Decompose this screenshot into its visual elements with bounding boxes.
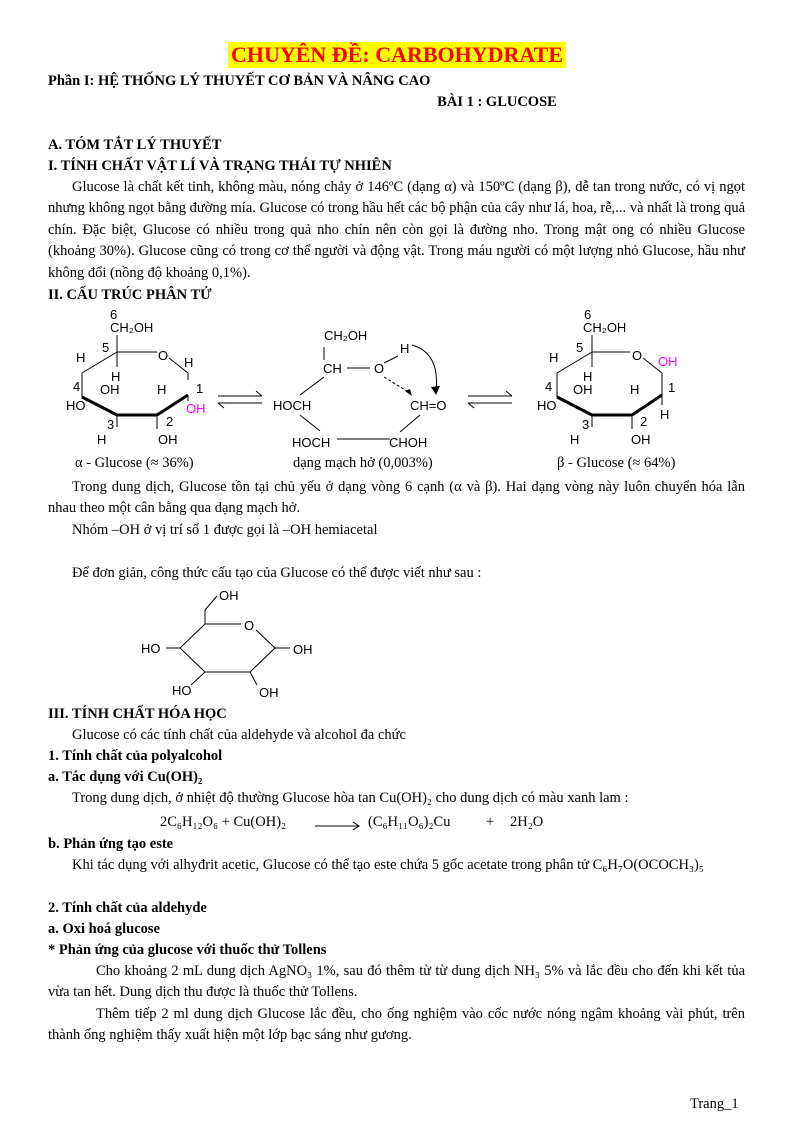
tollens-prep-paragraph: Cho khoảng 2 mL dung dịch AgNO₃ 1%, sau đó thêm từ từ dung dịch NH₃ 5% và lắc đều cho đến khi kết tủa vừa tan hết. Dung dịch thu được là thuốc thử Tollens. [48,963,745,1001]
alpha-num5: 5 [102,340,110,355]
beta-h-left: H [549,350,559,365]
simple-ho-bottom: HO [172,683,192,698]
section-i-heading: I. TÍNH CHẤT VẬT LÍ VÀ TRẠNG THÁI TỰ NHIÊN [48,158,392,174]
open-cho: CH=O [410,398,447,413]
alpha-ring-o: O [158,348,169,363]
caption-beta: β - Glucose (≈ 64%) [557,455,676,471]
ester-heading: b. Phản ứng tạo este [48,836,174,852]
alpha-oh2: OH [158,432,178,447]
page-number: Trang_1 [690,1096,739,1112]
copper-hydroxide-paragraph: Trong dung dịch, ở nhiệt độ thường Glucose hòa tan Cu(OH)₂ cho dung dịch có màu xanh lam : [72,790,629,806]
beta-oh3: OH [573,382,593,397]
beta-h3: H [570,432,580,447]
alpha-oh3: OH [100,382,120,397]
equilibrium-arrow-right [468,391,512,408]
simple-ring-o: O [244,618,255,633]
beta-num3: 3 [582,417,590,432]
document-title: CHUYÊN ĐỀ: CARBOHYDRATE [228,42,566,68]
simple-oh-bottom: OH [259,685,279,698]
polyalcohol-heading: 1. Tính chất của polyalcohol [48,748,223,764]
alpha-glucose-structure [66,307,206,447]
beta-num5: 5 [576,340,584,355]
alpha-h5: H [111,369,121,384]
simple-ho-left: HO [141,641,161,656]
beta-ho4: HO [537,398,557,413]
reaction-arrow [313,820,363,832]
beta-num6: 6 [584,307,592,322]
alpha-ho4: HO [66,398,86,413]
copper-hydroxide-heading: a. Tác dụng với Cu(OH)₂ [48,769,203,785]
solution-paragraph: Trong dung dịch, Glucose tồn tại chủ yếu ở dạng vòng 6 cạnh (α và β). Hai dạng vòng này luôn chuyển hóa lẫn nhau theo một cân bằng qua dạng mạch hở. [48,479,745,517]
open-choh: CHOH [389,435,428,450]
open-chain-structure [273,328,446,450]
caption-open: dạng mạch hở (0,003%) [293,455,433,471]
beta-ring-o: O [632,348,643,363]
alpha-num2: 2 [166,414,174,429]
open-ch: CH [323,361,342,376]
ester-paragraph: Khi tác dụng với alhyđrit acetic, Glucose có thể tạo este chứa 5 gốc acetate trong phân tử C₆H₇O(OCOCH₃)₅ [72,857,704,873]
alpha-num1: 1 [196,381,204,396]
section-a-heading: A. TÓM TẮT LÝ THUYẾT [48,137,222,153]
simple-oh-top: OH [219,588,239,603]
equation-left: 2C₆H₁₂O₆ + Cu(OH)₂ [160,814,287,830]
alpha-num6: 6 [110,307,118,322]
alpha-num3: 3 [107,417,115,432]
section-ii-heading: II. CẤU TRÚC PHÂN TỬ [48,287,212,303]
aldehyde-heading: 2. Tính chất của aldehyde [48,900,207,916]
alpha-h2: H [157,382,167,397]
oxidation-heading: a. Oxi hoá glucose [48,921,160,937]
open-h: H [400,341,410,356]
tollens-heading: * Phản ứng của glucose với thuốc thử Tollens [48,942,327,958]
chemical-properties-intro: Glucose có các tính chất của aldehyde và alcohol đa chức [72,727,406,743]
equation-plus: + [486,814,495,830]
beta-h5: H [583,369,593,384]
simplified-formula-paragraph: Để đơn giản, công thức cấu tạo của Glucose có thể được viết như sau : [72,565,482,581]
physical-properties-paragraph: Glucose là chất kết tinh, không màu, nóng chảy ở 146ºC (dạng α) và 150ºC (dạng β), dễ tan trong nước, có vị ngọt nhưng không ngọt bằng đường mía. Glucose có trong hầu hết các bộ phận của cây như lá, hoa, rễ,... và nhất là trong quả chín. Đặc biệt, Glucose có nhiều trong quả nho chín nên còn gọi là đường nho. Trong mật ong có nhiều Glucose (khoảng 30%). Glucose cũng có trong cơ thể người và động vật. Trong máu người có một lượng nhỏ Glucose, hầu như không đổi (nồng độ khoảng 0,1%). [48,179,745,281]
equation-water: 2H₂O [510,814,544,830]
equation-product: (C₆H₁₁O₆)₂Cu [368,814,451,830]
part-heading: Phần I: HỆ THỐNG LÝ THUYẾT CƠ BẢN VÀ NÂNG CAO [48,73,431,89]
open-hoch-bottom: HOCH [292,435,331,450]
beta-oh2: OH [631,432,651,447]
open-o: O [374,361,385,376]
tollens-test-paragraph: Thêm tiếp 2 ml dung dịch Glucose lắc đều, cho ống nghiệm vào cốc nước nóng ngâm khoảng vài phút, trên thành ống nghiệm thấy xuất hiện một lớp bạc sáng như gương. [48,1006,745,1044]
glucose-structures-diagram [0,305,794,455]
lesson-heading: BÀI 1 : GLUCOSE [437,94,557,110]
beta-num2: 2 [640,414,648,429]
beta-ch2oh: CH₂OH [583,320,627,335]
alpha-h3: H [97,432,107,447]
beta-num4: 4 [545,379,553,394]
open-ch2oh: CH₂OH [324,328,368,343]
beta-glucose-structure [537,307,678,447]
section-iii-heading: III. TÍNH CHẤT HÓA HỌC [48,706,227,722]
alpha-h1: H [184,355,194,370]
alpha-oh1: OH [186,401,206,416]
alpha-h-left: H [76,350,86,365]
alpha-num4: 4 [73,379,81,394]
alpha-ch2oh: CH₂OH [110,320,154,335]
caption-alpha: α - Glucose (≈ 36%) [75,455,194,471]
open-hoch-top: HOCH [273,398,312,413]
beta-h2: H [630,382,640,397]
simple-oh-right: OH [293,642,313,657]
beta-oh1: OH [658,354,678,369]
hemiacetal-paragraph: Nhóm –OH ở vị trí số 1 được gọi là –OH hemiacetal [72,522,378,538]
simplified-glucose-ring [135,588,335,698]
beta-h1: H [660,407,670,422]
equilibrium-arrow-left [218,391,262,408]
beta-num1: 1 [668,380,676,395]
title-wrap [0,42,794,68]
